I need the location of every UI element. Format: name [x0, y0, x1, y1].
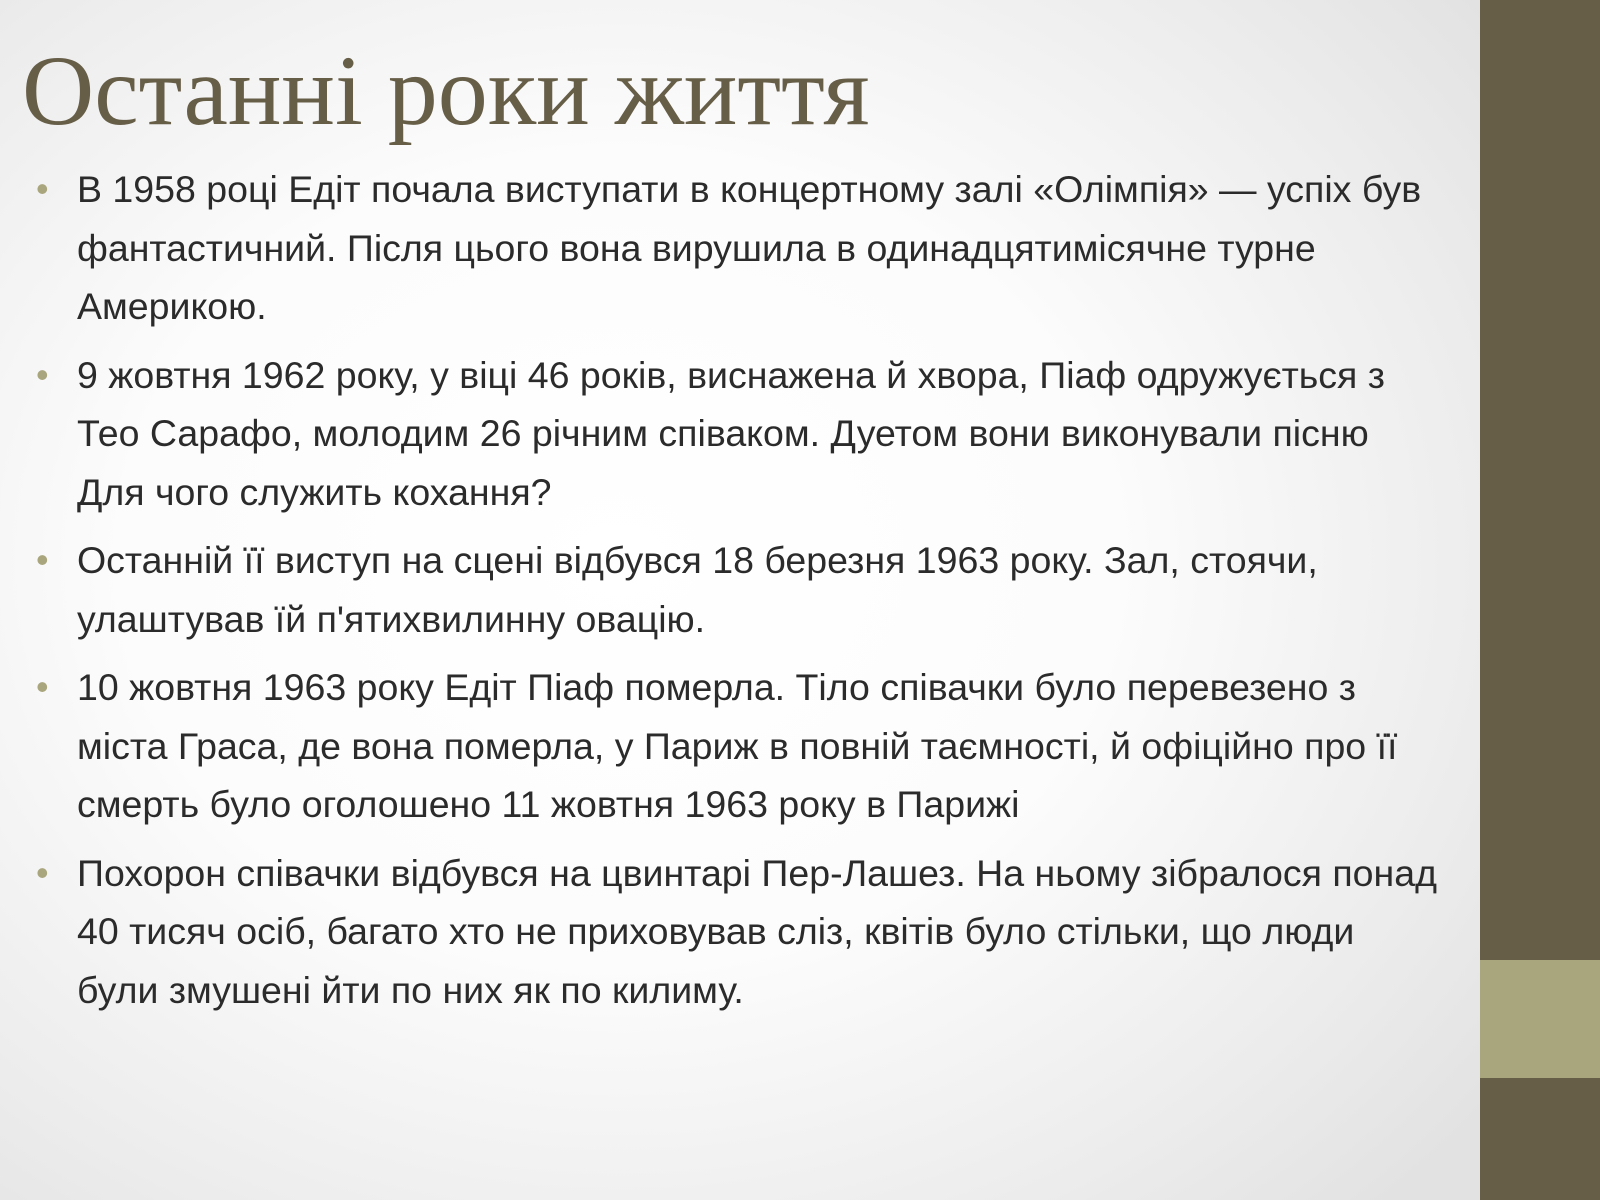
- bullet-dot-icon: •: [36, 851, 49, 893]
- side-decor-band: [1480, 0, 1600, 1200]
- side-band-dark-bottom: [1480, 1078, 1600, 1200]
- bullet-text: В 1958 році Едіт почала виступати в концертному залі «Олімпія» — успіх був фантастичний. Після цього вона вирушила в одинадцятимісячне турне Америкою.: [77, 168, 1422, 327]
- slide-title: Останні роки життя: [22, 35, 870, 146]
- bullet-item: [36, 531, 1446, 648]
- bullet-text: Останній її виступ на сцені відбувся 18 березня 1963 року. Зал, стоячи, улаштував їй п'ятихвилинну овацію.: [77, 539, 1318, 640]
- bullet-item: [36, 346, 1446, 522]
- side-band-dark-top: [1480, 0, 1600, 960]
- bullet-item: [36, 160, 1446, 336]
- side-band-light-middle: [1480, 960, 1600, 1078]
- bullet-text: 10 жовтня 1963 року Едіт Піаф померла. Тіло співачки було перевезено з міста Граса, де вона померла, у Париж в повній таємності, й офіційно про її смерть було оголошено 11 жовтня 1963 року в Парижі: [77, 666, 1398, 825]
- bullet-list: [36, 160, 1446, 1029]
- bullet-text: 9 жовтня 1962 року, у віці 46 років, виснажена й хвора, Піаф одружується з Тео Сарафо, молодим 26 річним співаком. Дуетом вони виконували пісню Для чого служить кохання?: [77, 353, 1385, 513]
- bullet-dot-icon: •: [36, 168, 49, 209]
- bullet-item: [36, 844, 1446, 1020]
- bullet-dot-icon: •: [36, 539, 49, 580]
- bullet-item: [36, 658, 1446, 834]
- bullet-dot-icon: •: [36, 666, 49, 707]
- bullet-text: Похорон співачки відбувся на цвинтарі Пер-Лашез. На ньому зібралося понад 40 тисяч осіб, багато хто не приховував сліз, квітів було стільки, що люди були змушені йти по них як по килиму.: [77, 851, 1437, 1011]
- bullet-dot-icon: •: [36, 353, 49, 395]
